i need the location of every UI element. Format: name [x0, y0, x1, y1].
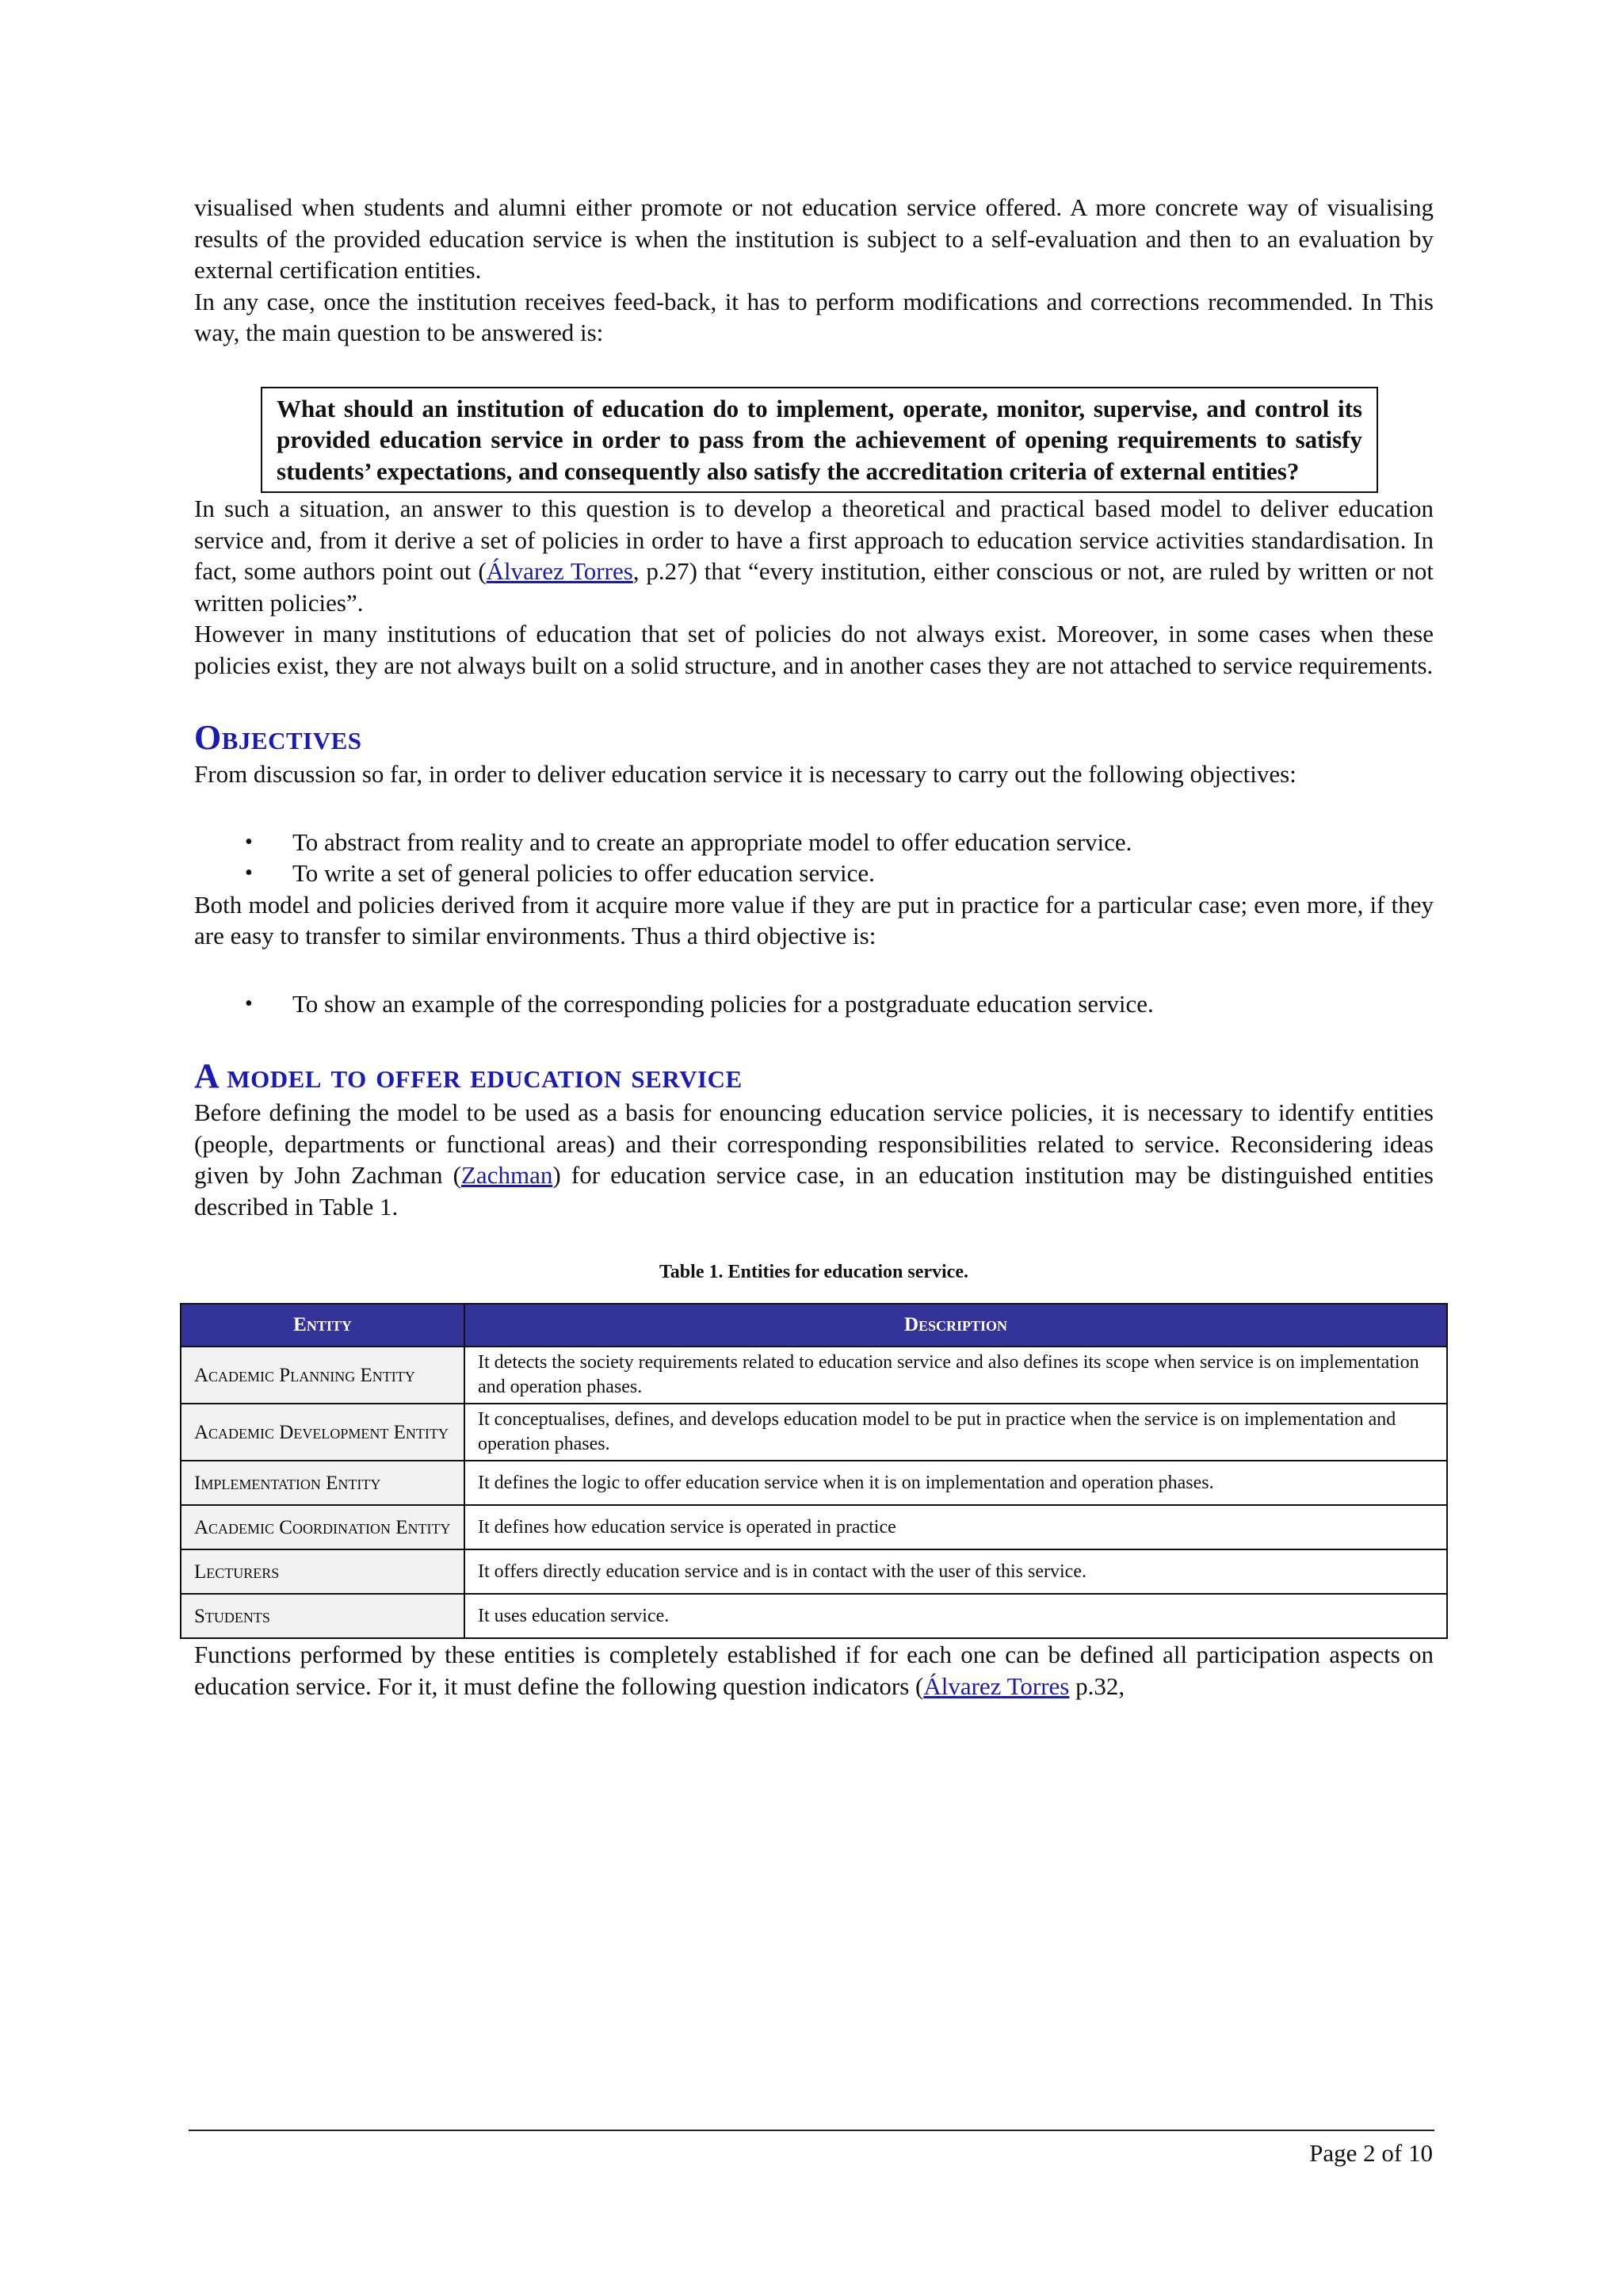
citation-link-alvarez-torres[interactable]: Álvarez Torres — [486, 557, 633, 585]
objectives-list-2 — [194, 988, 1434, 1020]
entity-description-cell: It defines the logic to offer education service when it is on implementation and operation phases. — [464, 1461, 1447, 1505]
entity-description-cell: It uses education service. — [464, 1594, 1447, 1638]
functions-text-b: p.32, — [1069, 1671, 1125, 1700]
answer-text-a: In such a situation, an answer to this question is to develop a theoretical and practical based model to deliver education service and, from it derive a set of policies in order to have a first approach to education service activities standardisation. In fact, some authors point out ( — [194, 495, 1434, 585]
entity-name-cell: Academic Coordination Entity — [181, 1505, 464, 1549]
model-text-a: Before defining the model to be used as a basis for enouncing education service policies, it is necessary to identify entities (people, departments or functional areas) and their corresponding responsibilities related to service. Reconsidering ideas given by John Zachman ( — [194, 1098, 1434, 1189]
paragraph-objectives-intro: From discussion so far, in order to deliver education service it is necessary to carry out the following objectives: — [194, 760, 1296, 788]
list-item-text: To abstract from reality and to create an appropriate model to offer education service. — [292, 827, 1132, 856]
entity-name-cell: Academic Planning Entity — [181, 1347, 464, 1404]
model-text-b: ) for education service case, in an education institution may be distinguished entities described in Table 1. — [194, 1161, 1434, 1221]
table-row — [181, 1347, 1447, 1404]
table-header-row — [181, 1304, 1447, 1347]
page-body — [194, 192, 1434, 1702]
heading-objectives: Objectives — [194, 718, 362, 757]
main-question-box: What should an institution of education do to implement, operate, monitor, supervise, and control its provided education service in order to pass from the achievement of opening requirements to satisfy students’ expectations, and consequently also satisfy the accreditation criteria of external entities? — [261, 387, 1378, 494]
table-row — [181, 1461, 1447, 1505]
paragraph-both-model: Both model and policies derived from it acquire more value if they are put in practice for a particular case; even more, if they are easy to transfer to similar environments. Thus a third objective is: — [194, 890, 1434, 949]
page-number: Page 2 of 10 — [1309, 2139, 1433, 2167]
entity-name-cell: Students — [181, 1594, 464, 1638]
heading-model: A model to offer education service — [194, 1056, 743, 1095]
paragraph-however: However in many institutions of education that set of policies do not always exist. Moreover, in some cases when these policies exist, they are not always built on a solid structure, and in another cases they are not attached to service requirements. — [194, 620, 1434, 679]
citation-link-alvarez-torres-2[interactable]: Álvarez Torres — [923, 1671, 1070, 1700]
column-header-description: Description — [464, 1304, 1447, 1347]
bullet-icon: • — [245, 829, 253, 854]
paragraph-feedback: In any case, once the institution receives feed-back, it has to perform modifications and corrections recommended. In This way, the main question to be answered is: — [194, 287, 1434, 346]
paragraph-functions — [194, 1639, 1434, 1702]
list-item-text: To show an example of the corresponding policies for a postgraduate education service. — [292, 989, 1154, 1018]
objectives-list-1 — [194, 827, 1434, 889]
bullet-icon: • — [245, 861, 253, 885]
list-item-text: To write a set of general policies to offer education service. — [292, 859, 875, 887]
column-header-entity: Entity — [181, 1304, 464, 1347]
entity-description-cell: It conceptualises, defines, and develops education model to be put in practice when the service is on implementation and operation phases. — [464, 1404, 1447, 1461]
functions-text-a: Functions performed by these entities is completely established if for each one can be defined all participation aspects on education service. For it, it must define the following question indicators ( — [194, 1641, 1434, 1700]
list-item — [194, 827, 1434, 858]
table-caption: Table 1. Entities for education service. — [659, 1262, 968, 1282]
entity-name-cell: Implementation Entity — [181, 1461, 464, 1505]
entity-name-cell: Academic Development Entity — [181, 1404, 464, 1461]
table-row — [181, 1505, 1447, 1549]
footer-divider — [189, 2130, 1434, 2131]
list-item — [194, 988, 1434, 1020]
entity-name-cell: Lecturers — [181, 1549, 464, 1594]
paragraph-model — [194, 1097, 1434, 1222]
entity-description-cell: It offers directly education service and is in contact with the user of this service. — [464, 1549, 1447, 1594]
list-item — [194, 858, 1434, 889]
answer-text-b: , p.27) that “every institution, either conscious or not, are ruled by written or not written policies”. — [194, 557, 1434, 617]
paragraph-intro: visualised when students and alumni either promote or not education service offered. A more concrete way of visualising results of the provided education service is when the institution is subject to a self-evaluation and then to an evaluation by external certification entities. — [194, 193, 1434, 284]
entity-description-cell: It defines how education service is operated in practice — [464, 1505, 1447, 1549]
bullet-icon: • — [245, 991, 253, 1016]
table-row — [181, 1404, 1447, 1461]
citation-link-zachman[interactable]: Zachman — [461, 1161, 553, 1189]
paragraph-answer — [194, 493, 1434, 618]
table-row — [181, 1594, 1447, 1638]
table-row — [181, 1549, 1447, 1594]
entity-description-cell: It detects the society requirements related to education service and also defines its scope when service is on implementation and operation phases. — [464, 1347, 1447, 1404]
entities-table — [180, 1303, 1448, 1639]
